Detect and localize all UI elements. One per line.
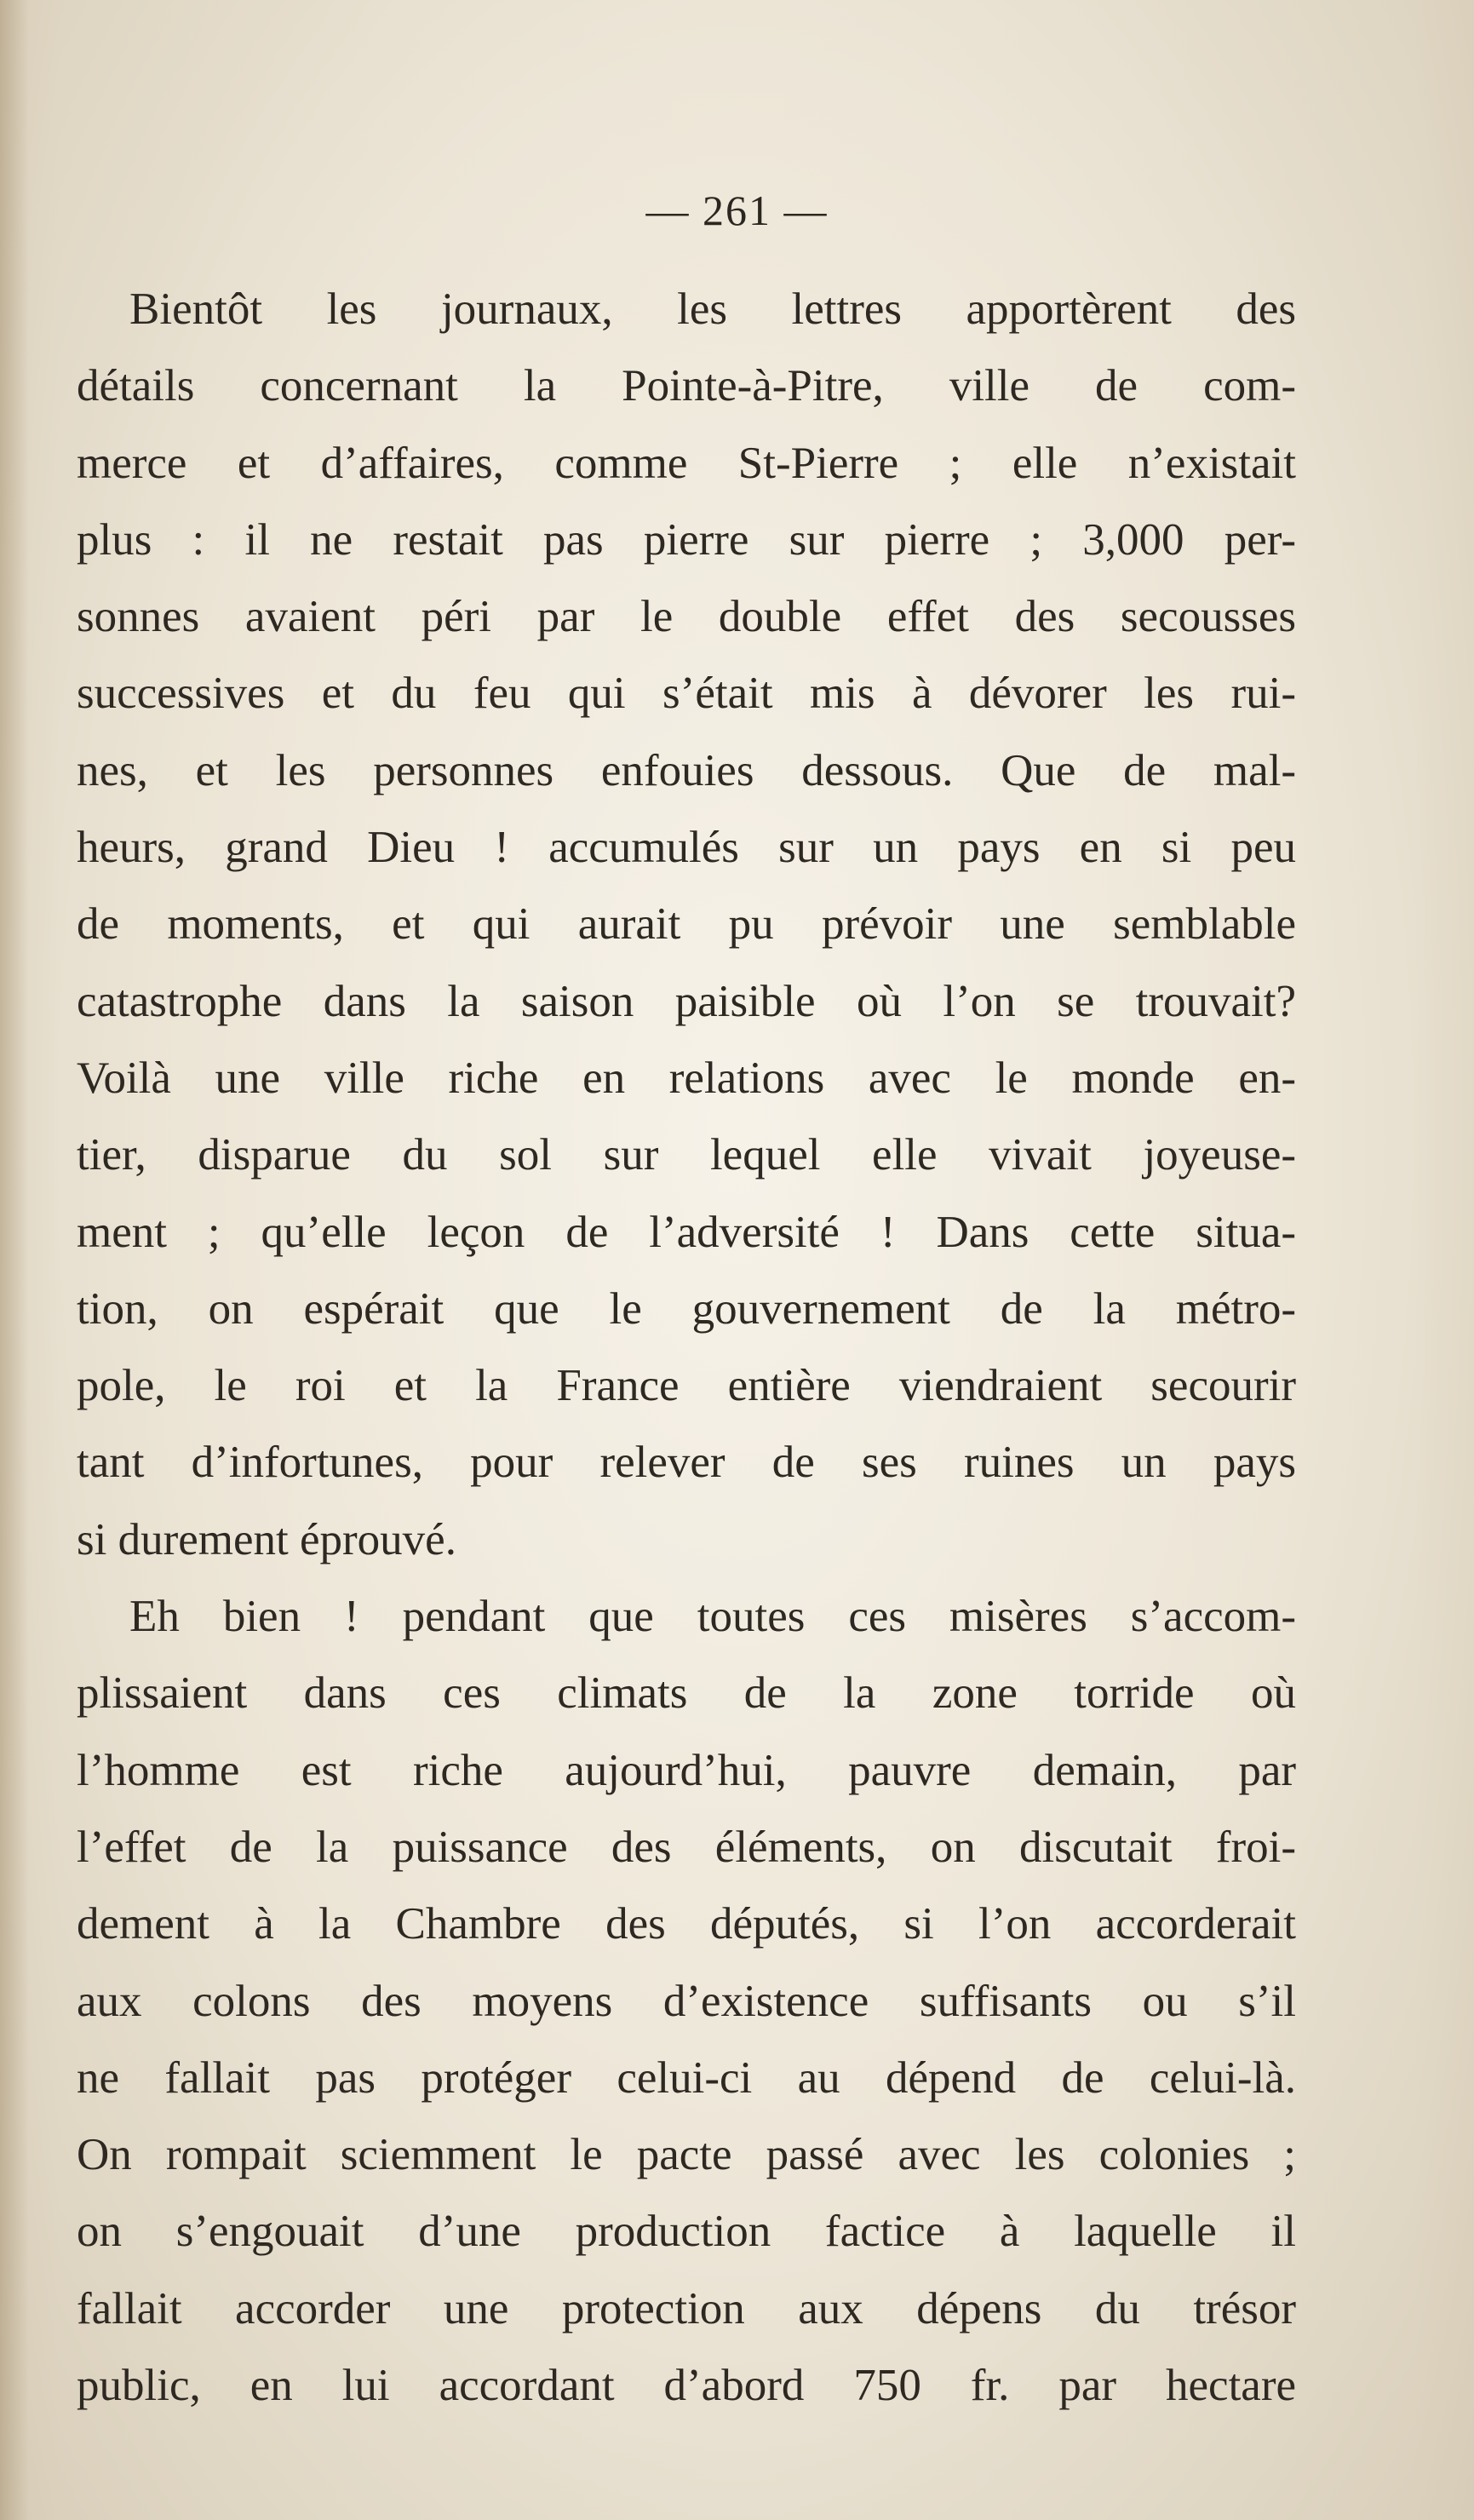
text-line: On rompait sciemment le pacte passé avec les colonies ; <box>77 2130 1296 2180</box>
text-line: catastrophe dans la saison paisible où l’on se trouvait? <box>77 976 1296 1026</box>
text-line: de moments, et qui aurait pu prévoir une semblable <box>77 899 1296 950</box>
text-line: plissaient dans ces climats de la zone torride où <box>77 1668 1296 1719</box>
text-line: successives et du feu qui s’était mis à dévorer les rui- <box>77 669 1296 719</box>
text-line: sonnes avaient péri par le double effet des secousses <box>77 592 1296 642</box>
text-line: Eh bien ! pendant que toutes ces misères s’accom- <box>129 1592 1296 1642</box>
text-line: Voilà une ville riche en relations avec le monde en- <box>77 1053 1296 1103</box>
text-line: public, en lui accordant d’abord 750 fr. par hectare <box>77 2361 1296 2411</box>
text-line: on s’engouait d’une production factice à laquelle il <box>77 2207 1296 2257</box>
text-line: tier, disparue du sol sur lequel elle vivait joyeuse- <box>77 1130 1296 1180</box>
text-line: tion, on espérait que le gouvernement de la métro- <box>77 1283 1296 1334</box>
text-line: si durement éprouvé. <box>77 1514 456 1564</box>
page-number: — 261 — <box>645 187 829 234</box>
text-line: plus : il ne restait pas pierre sur pierre ; 3,000 per- <box>77 514 1296 565</box>
body-text <box>77 271 1296 2424</box>
text-line: pole, le roi et la France entière viendraient secourir <box>77 1361 1296 1411</box>
text-line: détails concernant la Pointe-à-Pitre, ville de com- <box>77 361 1296 411</box>
text-line: heurs, grand Dieu ! accumulés sur un pays en si peu <box>77 823 1296 873</box>
text-line: dement à la Chambre des députés, si l’on accorderait <box>77 1899 1296 1949</box>
text-line: nes, et les personnes enfouies dessous. Que de mal- <box>77 745 1296 795</box>
text-line: aux colons des moyens d’existence suffisants ou s’il <box>77 1976 1296 2026</box>
text-line: ne fallait pas protéger celui-ci au dépend de celui-là. <box>77 2052 1296 2103</box>
text-line: l’homme est riche aujourd’hui, pauvre demain, par <box>77 1745 1296 1795</box>
text-line: l’effet de la puissance des éléments, on discutait froi- <box>77 1822 1296 1872</box>
text-line: Bientôt les journaux, les lettres apportèrent des <box>129 284 1296 334</box>
text-line: fallait accorder une protection aux dépens du trésor <box>77 2283 1296 2333</box>
text-line: ment ; qu’elle leçon de l’adversité ! Dans cette situa- <box>77 1207 1296 1257</box>
text-line: tant d’infortunes, pour relever de ses ruines un pays <box>77 1438 1296 1488</box>
text-line: merce et d’affaires, comme St-Pierre ; elle n’existait <box>77 438 1296 488</box>
